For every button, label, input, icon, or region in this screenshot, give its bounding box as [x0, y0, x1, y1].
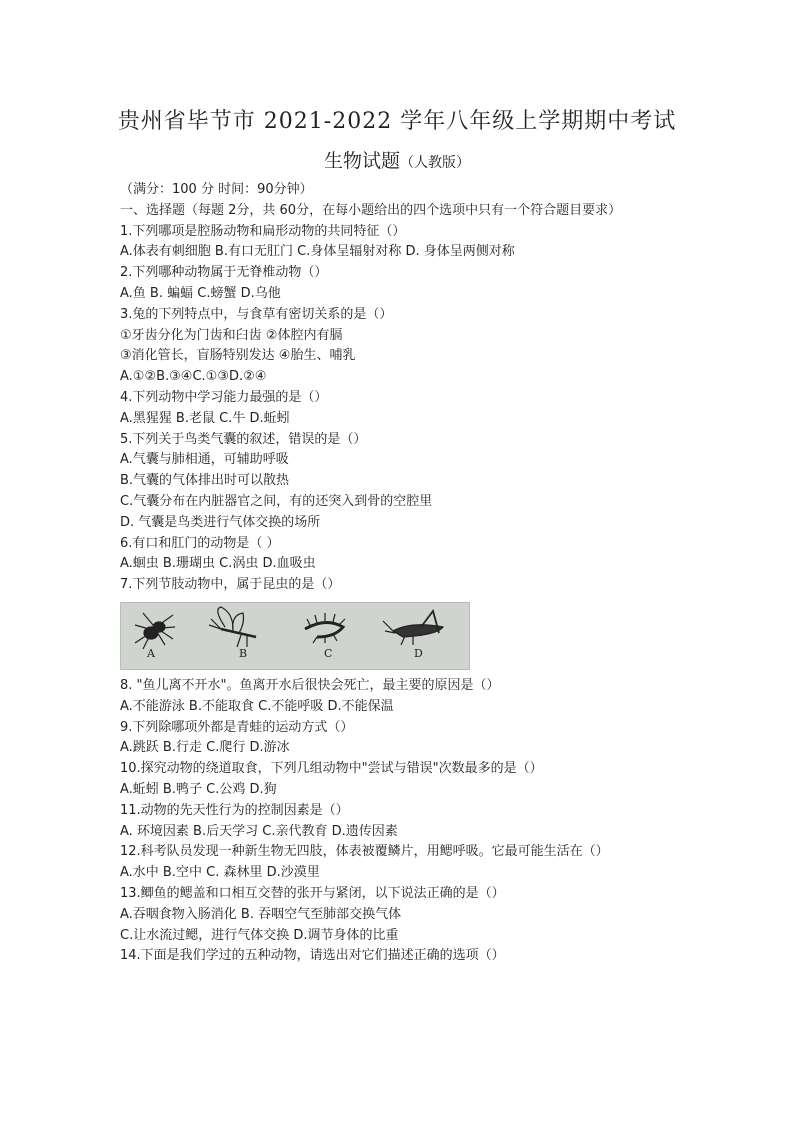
question-line: A.水中 B.空中 C. 森林里 D.沙漠里 [120, 865, 320, 881]
question-line: C.让水流过鳃，进行气体交换 D.调节身体的比重 [120, 927, 399, 943]
question-line: 4.下列动物中学习能力最强的是（） [120, 389, 328, 405]
question-line: 2.下列哪种动物属于无脊椎动物（） [120, 265, 328, 281]
question-line: 5.下列关于鸟类气囊的叙述，错误的是（） [120, 431, 367, 447]
questions-block-2 [120, 676, 780, 967]
question-line: A. 环境因素 B.后天学习 C.亲代教育 D.遗传因素 [120, 823, 398, 839]
question-line: 13.鲫鱼的鳃盖和口相互交替的张开与紧闭，以下说法正确的是（） [120, 885, 505, 901]
figure-label-c: C [324, 647, 333, 661]
figure-label-d: D [414, 647, 423, 661]
question-line: D. 气囊是鸟类进行气体交换的场所 [120, 514, 321, 530]
question-line: A.鱼 B. 蝙蝠 C.螃蟹 D.乌他 [120, 285, 281, 301]
insect-figure [120, 602, 470, 670]
questions-block-1 [120, 180, 780, 596]
spider-drawing [135, 613, 175, 649]
question-line: B.气囊的气体排出时可以散热 [120, 473, 290, 489]
question-line: 14.下面是我们学过的五种动物，请选出对它们描述正确的选项（） [120, 948, 505, 964]
question-line: 7.下列节肢动物中，属于昆虫的是（） [120, 577, 341, 593]
question-line: A.①②B.③④C.①③D.②④ [120, 369, 267, 385]
question-line: A.黑猩猩 B.老鼠 C.牛 D.蚯蚓 [120, 410, 290, 426]
centipede-drawing [305, 613, 345, 643]
question-line: ③消化管长，盲肠特别发达 ④胎生、哺乳 [120, 348, 356, 364]
question-line: 10.探究动物的绕道取食，下列几组动物中"尝试与错误"次数最多的是（） [120, 761, 543, 777]
question-line: A.蚯蚓 B.鸭子 C.公鸡 D.狗 [120, 781, 277, 797]
question-line: C.气囊分布在内脏器官之间，有的还突入到骨的空腔里 [120, 493, 433, 509]
question-line: 一、选择题（每题 2分，共 60分，在每小题给出的四个选项中只有一个符合题目要求） [120, 202, 622, 218]
question-line: 3.兔的下列特点中，与食草有密切关系的是（） [120, 306, 393, 322]
question-line: 8. "鱼儿离不开水"。鱼离开水后很快会死亡，最主要的原因是（） [120, 677, 500, 693]
figure-label-b: B [239, 647, 248, 661]
question-line: A.蛔虫 B.珊瑚虫 C.涡虫 D.血吸虫 [120, 556, 316, 572]
question-line: 1.下列哪项是腔肠动物和扁形动物的共同特征（） [120, 223, 406, 239]
question-line: A.跳跃 B.行走 C.爬行 D.游冰 [120, 740, 290, 756]
grasshopper-drawing [383, 611, 443, 645]
subtitle-note: （人教版） [400, 155, 470, 171]
question-line: A.体表有刺细胞 B.有口无肛门 C.身体呈辐射对称 D. 身体呈两侧对称 [120, 244, 515, 260]
question-line: ①牙齿分化为门齿和臼齿 ②体腔内有膈 [120, 327, 343, 343]
question-line: 6.有口和肛门的动物是（ ） [120, 535, 280, 551]
exam-content [120, 180, 780, 967]
exam-subtitle [0, 146, 794, 173]
question-line: A.气囊与肺相通，可辅助呼吸 [120, 452, 289, 468]
exam-title: 贵州省毕节市 2021-2022 学年八年级上学期期中考试 [117, 109, 677, 134]
question-line: （满分：100 分 时间：90分钟） [120, 182, 313, 197]
question-line: 9.下列除哪项外都是青蛙的运动方式（） [120, 719, 354, 735]
question-line: 11.动物的先天性行为的控制因素是（） [120, 802, 349, 818]
winged-insect-drawing [209, 607, 256, 647]
question-line: 12.科考队员发现一种新生物无四肢，体表被覆鳞片，用鳃呼吸。它最可能生活在（） [120, 844, 609, 860]
figure-label-a: A [147, 647, 155, 661]
question-line: A.吞咽食物入肠消化 B. 吞咽空气至肺部交换气体 [120, 906, 402, 922]
question-line: A.不能游泳 B.不能取食 C.不能呼吸 D.不能保温 [120, 698, 394, 714]
subtitle-main: 生物试题 [323, 150, 400, 172]
